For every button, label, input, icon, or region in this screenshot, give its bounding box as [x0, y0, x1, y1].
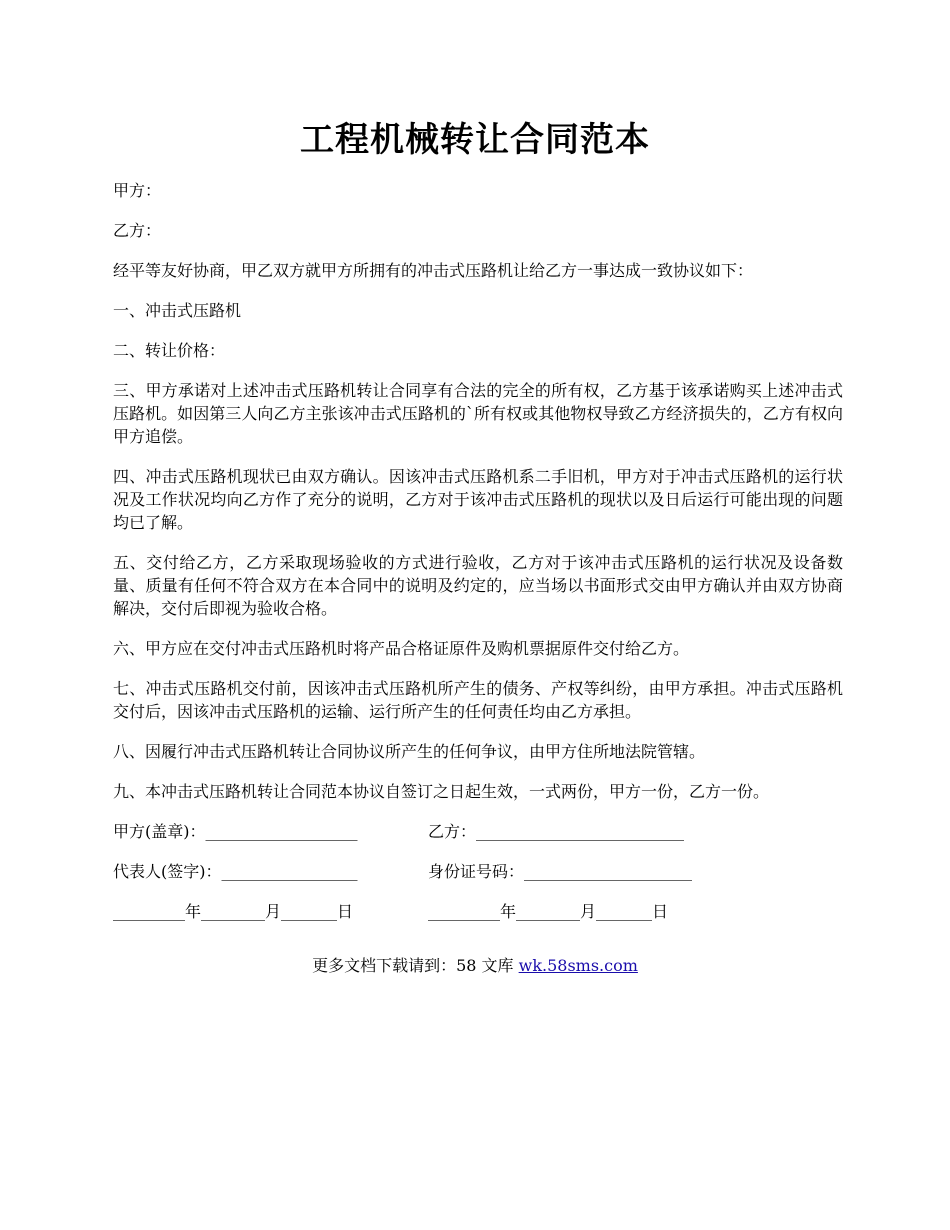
signature-row-representative	[113, 860, 843, 883]
document-title: 工程机械转让合同范本	[300, 120, 650, 160]
intro-paragraph: 经平等友好协商，甲乙双方就甲方所拥有的冲击式压路机让给乙方一事达成一致协议如下：	[113, 261, 754, 280]
id-number-field: 身份证号码：_____________________	[428, 862, 693, 881]
download-footer	[0, 954, 950, 977]
party-a-seal-field: 甲方(盖章)：___________________	[113, 822, 358, 841]
clause-4: 四、冲击式压路机现状已由双方确认。因该冲击式压路机系二手旧机，甲方对于冲击式压路机的运行状况及工作状况均向乙方作了充分的说明，乙方对于该冲击式压路机的现状以及日后运行可能出现的问题均已了解。	[113, 467, 843, 532]
footer-link[interactable]: wk.58sms.com	[518, 956, 638, 975]
signature-row-dates	[113, 900, 843, 923]
clause-7: 七、冲击式压路机交付前，因该冲击式压路机所产生的债务、产权等纠纷，由甲方承担。冲击式压路机交付后，因该冲击式压路机的运输、运行所产生的任何责任均由乙方承担。	[113, 679, 843, 721]
clause-5: 五、交付给乙方，乙方采取现场验收的方式进行验收，乙方对于该冲击式压路机的运行状况及设备数量、质量有任何不符合双方在本合同中的说明及约定的，应当场以书面形式交由甲方确认并由双方协商解决，交付后即视为验收合格。	[113, 553, 843, 618]
clause-8: 八、因履行冲击式压路机转让合同协议所产生的任何争议，由甲方住所地法院管辖。	[113, 742, 706, 761]
party-b-sign-field: 乙方：__________________________	[428, 822, 685, 841]
footer-text: 更多文档下载请到：58 文库	[312, 956, 519, 975]
representative-field: 代表人(签字)：_________________	[113, 862, 358, 881]
date-field-left: _________年________月_______日	[113, 902, 354, 921]
clause-3: 三、甲方承诺对上述冲击式压路机转让合同享有合法的完全的所有权，乙方基于该承诺购买上述冲击式压路机。如因第三人向乙方主张该冲击式压路机的`所有权或其他物权导致乙方经济损失的，乙方有权向甲方追偿。	[113, 381, 843, 446]
clause-2: 二、转让价格：	[113, 341, 226, 360]
clause-1: 一、冲击式压路机	[113, 301, 242, 320]
party-a-line: 甲方：	[113, 181, 162, 200]
signature-row-parties	[113, 820, 843, 843]
clause-6: 六、甲方应在交付冲击式压路机时将产品合格证原件及购机票据原件交付给乙方。	[113, 639, 690, 658]
party-b-line: 乙方：	[113, 221, 162, 240]
document-body	[113, 179, 843, 940]
date-field-right: _________年________月_______日	[428, 902, 669, 921]
clause-9: 九、本冲击式压路机转让合同范本协议自签订之日起生效，一式两份，甲方一份，乙方一份。	[113, 782, 770, 801]
